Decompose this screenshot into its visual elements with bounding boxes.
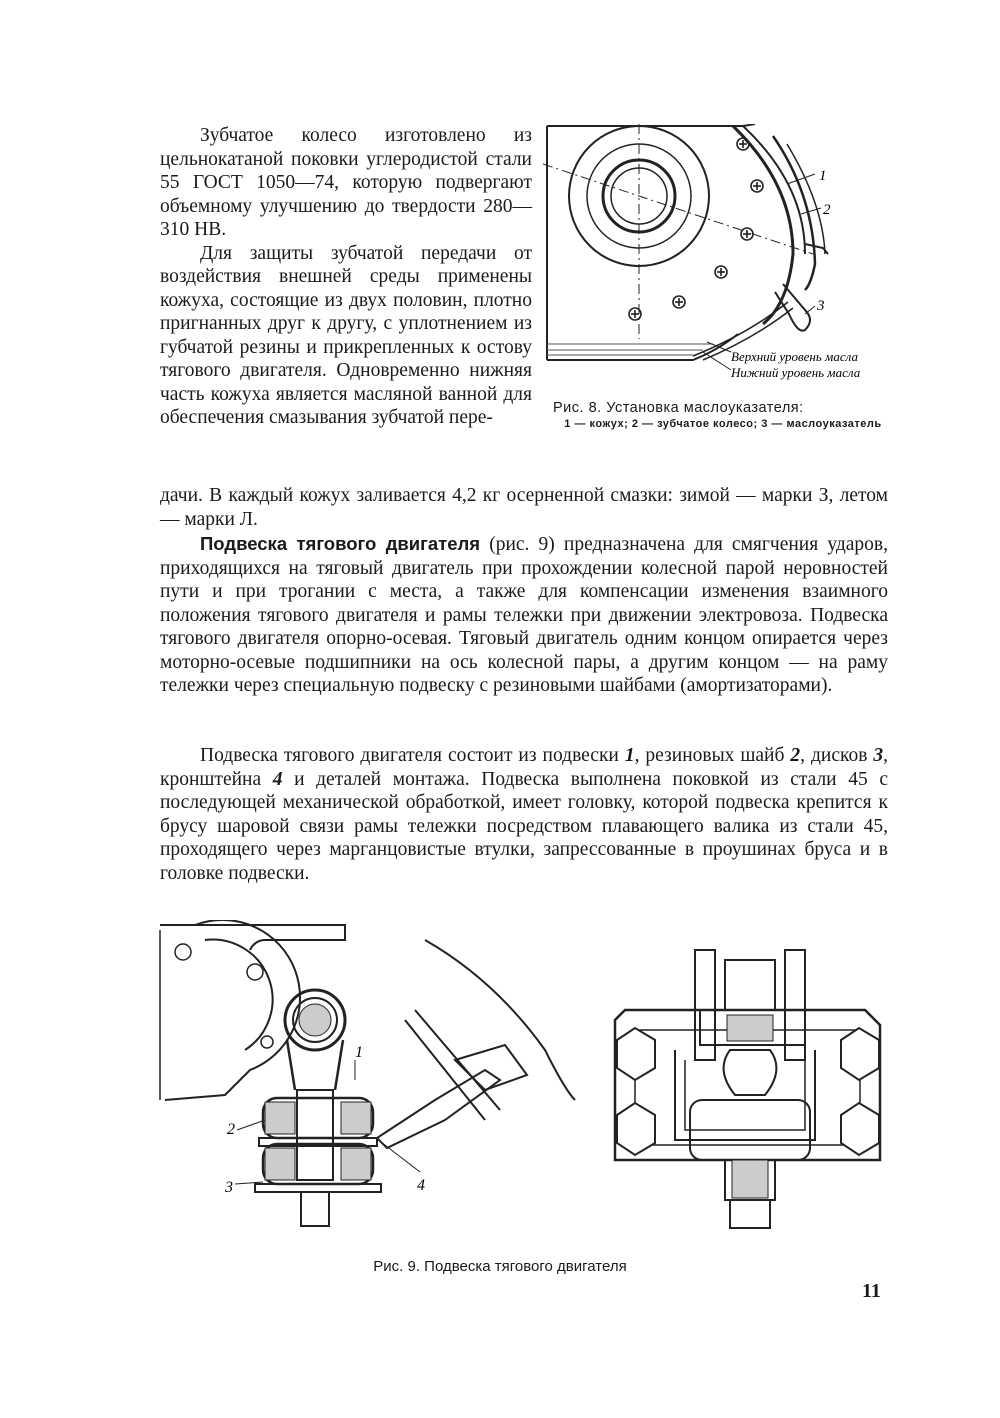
fig9-label-4: 4: [417, 1177, 425, 1194]
paragraph-gear: Зубчатое колесо изготовлено из цельнокатаной поковки углеродистой стали 55 ГОСТ 1050—74, которую подвергают объемному улучшению до твердости 280—310 НВ.: [160, 125, 532, 240]
suspension-heading: Подвеска тягового двигателя: [200, 533, 481, 554]
figure-8-drawing: [543, 124, 895, 392]
fig9-label-3: 3: [225, 1179, 233, 1196]
fig9-label-1: 1: [355, 1044, 363, 1061]
fig8-label-2: 2: [823, 202, 831, 218]
figure-9-drawing: [155, 920, 895, 1240]
figure-8-caption: [553, 399, 893, 431]
left-column: [160, 124, 532, 430]
fig8-label-1: 1: [819, 168, 827, 184]
fig8-upper-oil-level: Верхний уровень масла: [731, 349, 858, 364]
fig8-label-3: 3: [817, 298, 825, 314]
suspension-text: (рис. 9) предназначена для смягчения ударов, приходящихся на тяговый двигатель при прохождении колесной парой неровностей пути и при трогании с места, а также для компенсации изменения взаимного положения тягового двигателя и рамы тележки при движении электровоза. Подвеска тягового двигателя опорно-осевая. Тяговый двигатель одним концом опирается через моторно-осевые подшипники на ось колесной пары, а другим концом — на раму тележки через специальную подвеску с резиновыми шайбами (амортизаторами).: [160, 534, 888, 696]
paragraph-cover-end: дачи. В каждый кожух заливается 4,2 кг осерненной смазки: зимой — марки З, летом — марки Л.: [160, 485, 888, 530]
paragraph-suspension: [160, 532, 888, 698]
fig8-caption-legend: 1 — кожух; 2 — зубчатое колесо; 3 — маслоуказатель: [564, 418, 882, 430]
fig8-lower-oil-level: Нижний уровень масла: [731, 365, 861, 380]
fig8-caption-title: Рис. 8. Установка маслоуказателя:: [553, 400, 804, 416]
paragraph-cover-start: Для защиты зубчатой передачи от воздействия внешней среды применены кожуха, состоящие из двух половин, плотно пригнанных друг к другу, с уплотнением из губчатой резины и прикрепленных к остову тягового двигателя. Одновременно нижняя часть кожуха является масляной ванной для обеспечения смазывания зубчатой пере-: [160, 242, 532, 428]
figure-8: [543, 124, 895, 392]
paragraph-suspension-parts: Подвеска тягового двигателя состоит из подвески 1, резиновых шайб 2, дисков 3, кронштейна 4 и деталей монтажа. Подвеска выполнена поковкой из стали 45 с последующей механической обработкой, имеет головку, которой подвеска крепится к брусу шаровой связи рамы тележки посредством плавающего валика из стали 45, проходящего через марганцовистые втулки, запрессованные в проушинах бруса и в головке подвески.: [160, 745, 888, 884]
page-number: 11: [862, 1280, 881, 1302]
figure-9: [155, 920, 895, 1240]
fig9-label-2: 2: [227, 1121, 235, 1138]
figure-9-caption: Рис. 9. Подвеска тягового двигателя: [373, 1258, 627, 1275]
